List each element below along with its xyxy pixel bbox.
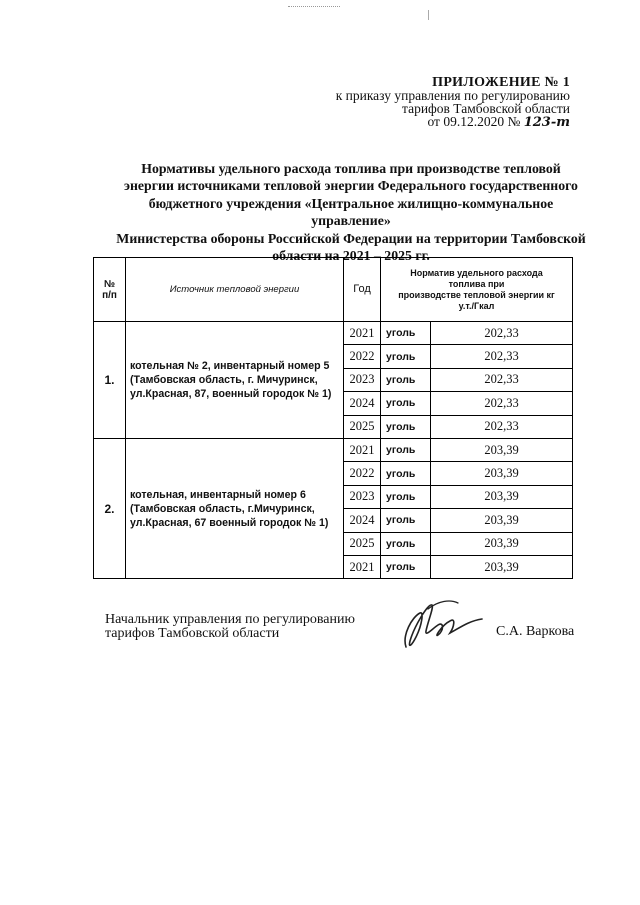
appendix-date: от 09.12.2020 № — [427, 114, 521, 129]
signatory-position-line-1: Начальник управления по регулированию — [105, 612, 355, 627]
value-cell: 203,39 — [431, 462, 573, 485]
value-cell: 202,33 — [431, 415, 573, 438]
table-row — [94, 322, 573, 345]
appendix-date-line — [300, 115, 570, 129]
heat-source — [126, 438, 344, 578]
year-cell: 2023 — [344, 485, 381, 508]
row-number: 1. — [94, 322, 126, 439]
year-cell: 2023 — [344, 368, 381, 391]
value-cell: 202,33 — [431, 345, 573, 368]
signatory-position — [105, 613, 355, 641]
year-cell: 2024 — [344, 509, 381, 532]
heat-source-line-3: ул.Красная, 87, военный городок № 1) — [130, 387, 332, 400]
table-header-row — [94, 258, 573, 322]
heat-source — [126, 322, 344, 439]
appendix-title: ПРИЛОЖЕНИЕ № 1 — [432, 75, 570, 90]
year-cell: 2024 — [344, 392, 381, 415]
value-cell: 203,39 — [431, 509, 573, 532]
heat-source-line-2: (Тамбовская область, г. Мичуринск, — [130, 373, 318, 386]
header-year: Год — [344, 258, 381, 322]
year-cell: 2025 — [344, 415, 381, 438]
value-cell: 203,39 — [431, 555, 573, 578]
header-number-line-2: п/п — [102, 289, 117, 301]
year-cell: 2021 — [344, 438, 381, 461]
scan-mark — [288, 6, 340, 7]
year-cell: 2021 — [344, 322, 381, 345]
appendix-block — [300, 76, 570, 129]
header-norm-line-1: Норматив удельного расхода — [410, 267, 543, 278]
header-norm-line-3: производстве тепловой энергии кг — [398, 289, 555, 300]
header-norm — [381, 258, 573, 322]
title-line-4: Министерства обороны Российской Федерации на территории Тамбовской — [116, 230, 586, 246]
fuel-cell: уголь — [381, 392, 431, 415]
fuel-cell: уголь — [381, 345, 431, 368]
signatory-position-line-2: тарифов Тамбовской области — [105, 626, 280, 641]
header-norm-line-2: топлива при — [448, 278, 505, 289]
value-cell: 202,33 — [431, 392, 573, 415]
fuel-cell: уголь — [381, 509, 431, 532]
order-number-handwritten: 123-т — [523, 115, 570, 130]
fuel-cell: уголь — [381, 485, 431, 508]
fuel-cell: уголь — [381, 368, 431, 391]
title-line-5: области на 2021 – 2025 гг. — [272, 248, 430, 264]
year-cell: 2022 — [344, 462, 381, 485]
norms-table — [93, 257, 573, 579]
handwritten-signature — [398, 595, 498, 655]
table-row — [94, 438, 573, 461]
year-cell: 2022 — [344, 345, 381, 368]
scan-mark-tick — [428, 10, 429, 20]
value-cell: 203,39 — [431, 485, 573, 508]
title-line-3: бюджетного учреждения «Центральное жилищно-коммунальное управление» — [148, 195, 554, 229]
fuel-cell: уголь — [381, 462, 431, 485]
title-line-2: энергии источниками тепловой энергии Федерального государственного — [124, 178, 578, 194]
heat-source-line-2: (Тамбовская область, г.Мичуринск, — [130, 502, 315, 515]
header-number — [94, 258, 126, 322]
document-title — [108, 160, 594, 264]
fuel-cell: уголь — [381, 438, 431, 461]
title-line-1: Нормативы удельного расхода топлива при производстве тепловой — [141, 161, 561, 176]
header-source: Источник тепловой энергии — [126, 258, 344, 322]
fuel-cell: уголь — [381, 555, 431, 578]
heat-source-line-1: котельная № 2, инвентарный номер 5 — [130, 359, 330, 372]
fuel-cell: уголь — [381, 415, 431, 438]
value-cell: 202,33 — [431, 368, 573, 391]
signatory-name: С.А. Варкова — [496, 624, 575, 639]
header-number-line-1: № — [103, 278, 116, 290]
year-cell: 2021 — [344, 555, 381, 578]
value-cell: 203,39 — [431, 438, 573, 461]
header-norm-line-4: у.т./Гкал — [458, 300, 495, 311]
heat-source-line-1: котельная, инвентарный номер 6 — [130, 488, 306, 501]
value-cell: 202,33 — [431, 322, 573, 345]
fuel-cell: уголь — [381, 322, 431, 345]
row-number: 2. — [94, 438, 126, 578]
appendix-line-2: тарифов Тамбовской области — [402, 101, 570, 116]
appendix-line-1: к приказу управления по регулированию — [335, 88, 570, 103]
value-cell: 203,39 — [431, 532, 573, 555]
heat-source-line-3: ул.Красная, 67 военный городок № 1) — [130, 516, 329, 529]
fuel-cell: уголь — [381, 532, 431, 555]
year-cell: 2025 — [344, 532, 381, 555]
